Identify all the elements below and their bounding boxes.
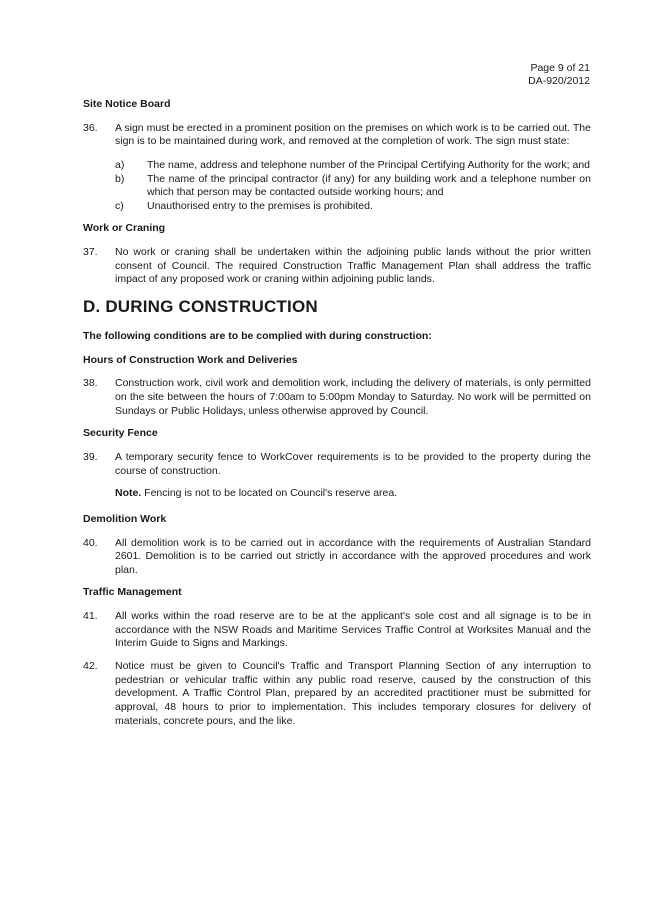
condition-36-body: A sign must be erected in a prominent position on the premises on which work is to be carried out. The sign is to be maintained during work, and removed at the completion of work. The sign must state: [115,121,591,148]
condition-text: Construction work, civil work and demolition work, including the delivery of materials, is only permitted on the site between the hours of 7:00am to 5:00pm Monday to Saturday. No work will be permitted on Sundays or Public Holidays, unless otherwise approved by Council. [115,377,591,417]
condition-text: All works within the road reserve are to be at the applicant's sole cost and all signage is to be in accordance with the NSW Roads and Maritime Services Traffic Control at Worksites Manual and the Interim Guide to Signs and Markings. [115,610,591,650]
condition-number: 40. [83,536,98,549]
sublist-text: The name of the principal contractor (if any) for any building work and a telephone number on which that person may be contacted outside working hours; and [147,172,591,199]
condition-40 [83,537,591,578]
condition-number: 39. [83,450,98,463]
note-text: Fencing is not to be located on Council's reserve area. [141,487,398,500]
condition-39 [83,451,591,478]
condition-text: All demolition work is to be carried out in accordance with the requirements of Australian Standard 2601. Demolition is to be carried out strictly in accordance with the approved procedures and work plan. [115,536,591,576]
note [115,487,591,501]
condition-text: Notice must be given to Council's Traffic and Transport Planning Section of any interruption to pedestrian or vehicular traffic within any public road reserve, caused by the construction of this development. A Traffic Control Plan, prepared by an accredited practitioner must be submitted for approval, 48 hours to prior to implementation. This includes temporary closures for delivery of materials, concrete pours, and the like. [115,660,591,727]
sublist-item-c [115,200,591,214]
condition-37 [83,246,591,287]
sublist-letter: a) [115,158,125,171]
condition-text: A temporary security fence to WorkCover requirements is to be provided to the property during the course of construction. [115,450,591,477]
condition-text: No work or craning shall be undertaken within the adjoining public lands without the prior written consent of Council. The required Construction Traffic Management Plan shall address the traffic impact of any proposed work or craning within adjoining public lands. [115,246,591,286]
section-title-during-construction: D. DURING CONSTRUCTION [83,297,318,317]
note-label: Note. [115,487,142,500]
sublist-text: Unauthorised entry to the premises is prohibited. [147,199,373,212]
condition-36-sublist [115,159,591,214]
heading-traffic-management: Traffic Management [83,586,182,599]
document-body [83,98,591,737]
condition-text [115,122,591,214]
condition-number: 36. [83,121,98,134]
da-reference: DA-920/2012 [528,75,590,88]
heading-demolition-work: Demolition Work [83,512,167,525]
sublist-item-b [115,173,591,200]
heading-work-or-craning: Work or Craning [83,222,166,235]
condition-41 [83,610,591,651]
heading-site-notice-board: Site Notice Board [83,98,171,110]
sublist-letter: c) [115,199,124,212]
condition-number: 37. [83,246,98,259]
sublist-item-a [115,159,591,173]
condition-42 [83,660,591,728]
heading-hours-of-construction: Hours of Construction Work and Deliveries [83,353,298,366]
section-intro: The following conditions are to be complied with during construction: [83,330,432,343]
condition-36 [83,122,591,214]
condition-38 [83,377,591,418]
page-header [528,62,590,88]
sublist-text: The name, address and telephone number of the Principal Certifying Authority for the work; and [147,158,590,171]
sublist-letter: b) [115,172,125,185]
condition-number: 38. [83,377,98,390]
page-number: Page 9 of 21 [530,62,590,74]
condition-number: 42. [83,660,98,673]
heading-security-fence: Security Fence [83,427,158,440]
condition-number: 41. [83,610,98,623]
